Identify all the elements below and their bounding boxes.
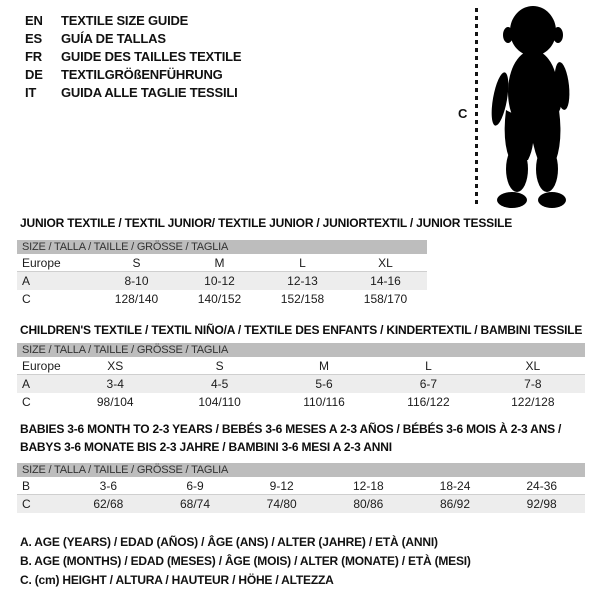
table-title-line: BABIES 3-6 MONTH TO 2-3 YEARS / BEBÉS 3-6 MESES A 2-3 AÑOS / BÉBÉS 3-6 MOIS À 2-3 ANS /	[20, 422, 562, 436]
table-cell: 6-7	[419, 377, 438, 391]
table-cell: 18-24	[439, 478, 471, 493]
table-cell: 3-6	[99, 478, 117, 493]
table-cell: XL	[525, 358, 541, 373]
row-label: Europe	[22, 358, 61, 373]
language-code: ES	[25, 31, 42, 46]
language-item	[25, 66, 241, 84]
footnote-line: C. (cm) HEIGHT / ALTURA / HAUTEUR / HÖHE / ALTEZZA	[20, 573, 334, 587]
table-cell: 14-16	[370, 274, 401, 288]
table-row	[17, 290, 427, 308]
table-cell: 116/122	[407, 395, 450, 409]
table-row	[17, 272, 427, 290]
table-cell: 62/68	[93, 497, 124, 511]
table-cell: 110/116	[303, 395, 345, 409]
table-cell: 10-12	[204, 274, 235, 288]
language-label: GUIDE DES TAILLES TEXTILE	[61, 49, 242, 64]
table-row	[17, 393, 585, 411]
footnote-line: A. AGE (YEARS) / EDAD (AÑOS) / ÂGE (ANS) / ALTER (JAHRE) / ETÀ (ANNI)	[20, 535, 438, 549]
table-cell: 104/110	[198, 395, 241, 409]
table-cell: 128/140	[114, 292, 159, 306]
language-label: GUÍA DE TALLAS	[61, 31, 166, 46]
table-cell: 9-12	[269, 478, 294, 493]
footnote-line: B. AGE (MONTHS) / EDAD (MESES) / ÂGE (MOIS) / ALTER (MONATE) / ETÀ (MESI)	[20, 554, 471, 568]
table-title-line: JUNIOR TEXTILE / TEXTIL JUNIOR/ TEXTILE JUNIOR / JUNIORTEXTIL / JUNIOR TESSILE	[20, 216, 513, 230]
language-title-list	[25, 12, 241, 102]
table-title-line: CHILDREN'S TEXTILE / TEXTIL NIÑO/A / TEXTILE DES ENFANTS / KINDERTEXTIL / BAMBINI TESSILE	[20, 323, 583, 337]
table-cell: 122/128	[511, 395, 555, 409]
language-code: EN	[25, 13, 43, 28]
table-title	[20, 214, 512, 232]
table-cell: L	[299, 255, 306, 270]
size-header-bar: SIZE / TALLA / TAILLE / GRÖSSE / TAGLIA	[17, 343, 585, 357]
table-cell: XS	[107, 358, 124, 373]
language-item	[25, 12, 241, 30]
table-row	[17, 477, 585, 495]
row-label: A	[22, 377, 31, 391]
size-table	[17, 463, 585, 513]
table-cell: 74/80	[266, 497, 297, 511]
row-label: Europe	[22, 255, 61, 270]
table-title	[20, 420, 561, 456]
table-cell: 98/104	[96, 395, 134, 409]
language-label: GUIDA ALLE TAGLIE TESSILI	[61, 85, 238, 100]
table-cell: 86/92	[440, 497, 471, 511]
table-row	[17, 357, 585, 375]
table-row	[17, 495, 585, 513]
baby-silhouette-icon	[486, 4, 578, 209]
table-cell: 6-9	[186, 478, 204, 493]
table-cell: M	[319, 358, 330, 373]
table-cell: 24-36	[526, 478, 558, 493]
table-row	[17, 254, 427, 272]
size-table	[17, 343, 585, 411]
table-cell: S	[132, 255, 141, 270]
language-label: TEXTILGRÖßENFÜHRUNG	[61, 67, 223, 82]
table-cell: 92/98	[526, 497, 557, 511]
language-code: IT	[25, 85, 37, 100]
table-cell: 12-18	[353, 478, 384, 493]
table-cell: L	[425, 358, 432, 373]
table-cell: 8-10	[124, 274, 149, 288]
table-cell: 7-8	[524, 377, 542, 391]
table-cell: 12-13	[287, 274, 318, 288]
table-title-line: BABYS 3-6 MONATE BIS 2-3 JAHRE / BAMBINI 3-6 MESI A 2-3 ANNI	[20, 440, 392, 454]
row-label: A	[22, 274, 31, 288]
size-table	[17, 240, 427, 308]
table-row	[17, 375, 585, 393]
table-cell: 80/86	[353, 497, 384, 511]
size-header-bar: SIZE / TALLA / TAILLE / GRÖSSE / TAGLIA	[17, 240, 427, 254]
row-label: C	[22, 395, 31, 409]
table-cell: 158/170	[363, 292, 408, 306]
row-label: C	[22, 292, 31, 306]
table-cell: 3-4	[106, 377, 124, 391]
height-measure-dashed-line	[475, 8, 478, 208]
row-label: C	[22, 497, 31, 511]
size-header-bar: SIZE / TALLA / TAILLE / GRÖSSE / TAGLIA	[17, 463, 585, 477]
table-cell: 4-5	[210, 377, 229, 391]
height-measure-label: C	[458, 106, 468, 121]
table-cell: XL	[378, 255, 393, 270]
language-item	[25, 84, 241, 102]
language-code: DE	[25, 67, 43, 82]
row-label: B	[22, 478, 31, 493]
table-cell: S	[215, 358, 224, 373]
language-item	[25, 30, 241, 48]
table-cell: 140/152	[197, 292, 242, 306]
table-title	[20, 321, 582, 339]
language-code: FR	[25, 49, 42, 64]
footnotes	[20, 533, 471, 590]
table-cell: 5-6	[315, 377, 333, 391]
table-cell: M	[214, 255, 225, 270]
table-cell: 152/158	[280, 292, 325, 306]
language-item	[25, 48, 241, 66]
table-cell: 68/74	[179, 497, 211, 511]
language-label: TEXTILE SIZE GUIDE	[61, 13, 189, 28]
